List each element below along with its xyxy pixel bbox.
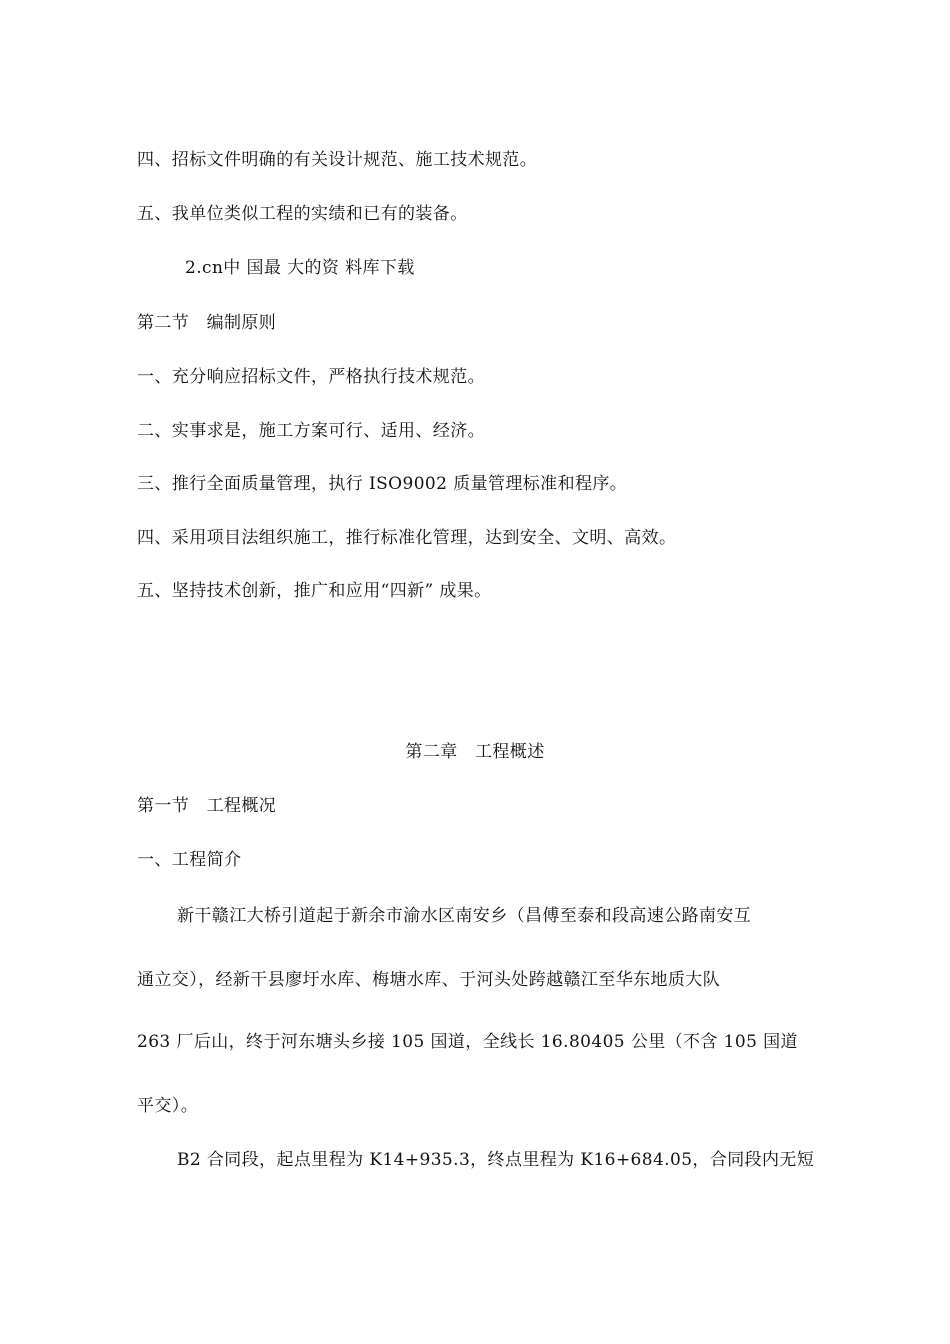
principle-item: 四、采用项目法组织施工，推行标准化管理，达到安全、文明、高效。 xyxy=(137,528,677,548)
paragraph-line: 263 厂后山，终于河东塘头乡接 105 国道，全线长 16.80405 公里（不含 105 国道 xyxy=(137,1032,798,1052)
watermark-text: 2.cn中 国最 大的资 料库下载 xyxy=(185,258,415,278)
principle-item: 二、实事求是，施工方案可行、适用、经济。 xyxy=(137,421,485,441)
chapter-2-title: 第二章 工程概述 xyxy=(405,742,545,762)
principle-item: 五、坚持技术创新，推广和应用“四新” 成果。 xyxy=(137,581,492,601)
principle-item: 一、充分响应招标文件，严格执行技术规范。 xyxy=(137,367,485,387)
item-5-text: 五、我单位类似工程的实绩和已有的装备。 xyxy=(137,204,468,224)
section-1-title: 第一节 工程概况 xyxy=(137,796,277,816)
subsection-title: 一、工程简介 xyxy=(137,850,242,870)
paragraph-line: 新干赣江大桥引道起于新余市渝水区南安乡（昌傅至泰和段高速公路南安互 xyxy=(177,906,752,926)
section-2-title: 第二节 编制原则 xyxy=(137,313,277,333)
paragraph-line: B2 合同段，起点里程为 K14+935.3，终点里程为 K16+684.05，合同段内无短 xyxy=(177,1150,815,1170)
paragraph-line: 平交）。 xyxy=(137,1096,199,1116)
item-4-text: 四、招标文件明确的有关设计规范、施工技术规范。 xyxy=(137,150,538,170)
principle-item: 三、推行全面质量管理，执行 ISO9002 质量管理标准和程序。 xyxy=(137,474,628,494)
paragraph-line: 通立交），经新干县廖圩水库、梅塘水库、于河头处跨越赣江至华东地质大队 xyxy=(137,970,721,990)
